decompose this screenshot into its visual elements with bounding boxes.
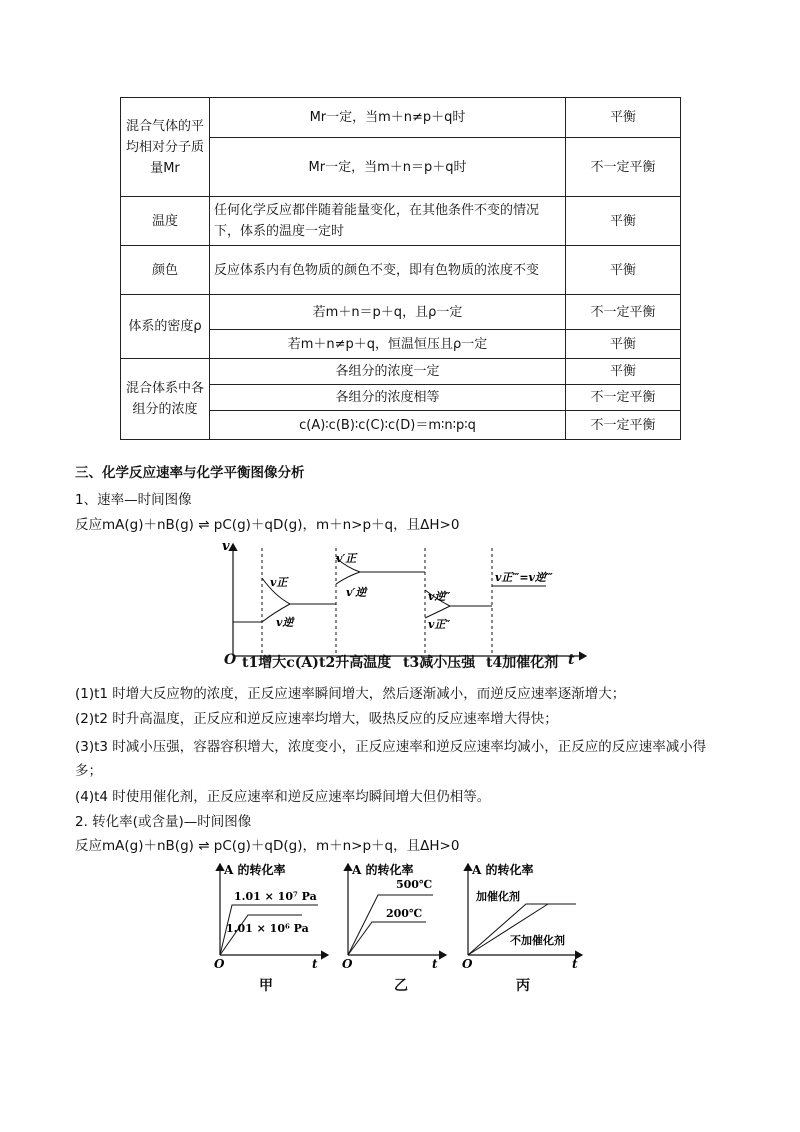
table-cell-condition: Mr一定，当m＋n＝p＋q时 (210, 138, 566, 197)
table-cell-result: 不一定平衡 (566, 295, 681, 330)
v-forward-label-2: v′正 (336, 552, 357, 565)
v-reverse-label-3: v逆″ (428, 590, 451, 603)
origin-label: O (462, 957, 473, 971)
table-cell-property: 体系的密度ρ (121, 295, 210, 359)
equilibrium-criteria-table (120, 97, 681, 440)
y-axis-label: v (222, 539, 230, 554)
table-cell-result: 不一定平衡 (566, 138, 681, 197)
v-forward-label-3: v正″ (428, 618, 451, 631)
origin-label: O (342, 957, 353, 971)
x-axis-label: t (568, 652, 575, 668)
curve-low-label: 1.01 × 10⁶ Pa (226, 922, 309, 935)
conversion-graph-bing (458, 860, 588, 975)
curve-high-label: 500℃ (396, 878, 433, 891)
reaction-equation-2: 反应mA(g)＋nB(g) ⇌ pC(g)＋qD(g)，m＋n>p＋q，且ΔH>0 (75, 838, 460, 854)
table-cell-result: 平衡 (566, 359, 681, 385)
origin-label: O (224, 652, 237, 668)
v-reverse-curve-2 (336, 572, 360, 584)
table-cell-property: 混合体系中各组分的浓度 (121, 359, 210, 440)
table-cell-result: 平衡 (566, 197, 681, 246)
curve-low-label: 不加催化剂 (510, 934, 565, 947)
v-forward-curve-3 (425, 606, 450, 618)
origin-label: O (214, 957, 225, 971)
v-reverse-label-2: v′逆 (346, 586, 367, 599)
curve-high-label: 1.01 × 10⁷ Pa (234, 890, 317, 903)
table-cell-condition: Mr一定，当m＋n≠p＋q时 (210, 98, 566, 138)
table-cell-condition: 若m＋n≠p＋q，恒温恒压且ρ一定 (210, 330, 566, 359)
y-axis-label: A 的转化率 (352, 863, 414, 877)
t4-label: t4加催化剂 (486, 655, 559, 671)
curve-high-label: 加催化剂 (476, 890, 520, 903)
v-forward-label-1: v正 (270, 576, 288, 589)
t3-label: t3减小压强 (403, 655, 476, 671)
conversion-graph-yi (338, 860, 453, 975)
explanation-2: (2)t2 时升高温度，正反应和逆反应速率均增大，吸热反应的反应速率增大得快； (75, 711, 558, 727)
table-cell-result: 不一定平衡 (566, 385, 681, 411)
curve-low-label: 200℃ (386, 907, 423, 920)
section-heading: 三、化学反应速率与化学平衡图像分析 (75, 465, 305, 481)
table-cell-condition: 若m＋n＝p＋q，且ρ一定 (210, 295, 566, 330)
table-cell-condition: 任何化学反应都伴随着能量变化，在其他条件不变的情况下，体系的温度一定时 (210, 197, 566, 246)
table-cell-property: 混合气体的平均相对分子质量Mr (121, 98, 210, 197)
table-cell-result: 平衡 (566, 98, 681, 138)
curve-500c (348, 895, 433, 955)
conversion-graph-jia (210, 860, 335, 975)
curve-without-catalyst (468, 904, 548, 955)
y-axis-label: A 的转化率 (472, 863, 534, 877)
explanation-1: (1)t1 时增大反应物的浓度，正反应速率瞬间增大，然后逐渐减小，而逆反应速率逐渐增大； (75, 686, 626, 702)
x-axis-label: t (432, 957, 438, 971)
caption-yi: 乙 (394, 978, 408, 994)
table-cell-result: 不一定平衡 (566, 411, 681, 440)
caption-bing: 丙 (516, 978, 530, 994)
table-cell-condition: 各组分的浓度相等 (210, 385, 566, 411)
reaction-equation: 反应mA(g)＋nB(g) ⇌ pC(g)＋qD(g)，m＋n>p＋q，且ΔH>0 (75, 517, 460, 533)
table-cell-condition: 各组分的浓度一定 (210, 359, 566, 385)
x-axis-label: t (572, 957, 578, 971)
x-axis-label: t (312, 957, 318, 971)
table-cell-condition: c(A)∶c(B)∶c(C)∶c(D)＝m∶n∶p∶q (210, 411, 566, 440)
subsection-title: 1、速率—时间图像 (75, 492, 192, 508)
explanation-4: (4)t4 时使用催化剂，正反应速率和逆反应速率均瞬间增大但仍相等。 (75, 789, 491, 805)
t2-label: t2升高温度 (319, 655, 392, 671)
curve-200c (348, 922, 426, 955)
rate-graph-axis-labels (224, 652, 594, 676)
y-axis-label: A 的转化率 (224, 863, 286, 877)
table-cell-property: 温度 (121, 197, 210, 246)
table-cell-result: 平衡 (566, 246, 681, 295)
subsection-title-2: 2. 转化率(或含量)—时间图像 (75, 814, 252, 830)
explanation-3: (3)t3 时减小压强，容器容积增大，浓度变小，正反应速率和逆反应速率均减小，正反应的反应速率减小得多； (75, 739, 707, 779)
curve-with-catalyst (468, 904, 576, 955)
v-reverse-label-1: v逆 (276, 616, 294, 629)
t1-label: t1增大c(A) (242, 655, 319, 671)
table-cell-condition: 反应体系内有色物质的颜色不变，即有色物质的浓度不变 (210, 246, 566, 295)
curve-low-pressure (220, 915, 302, 955)
caption-jia: 甲 (259, 978, 273, 994)
table-cell-property: 颜色 (121, 246, 210, 295)
table-cell-result: 平衡 (566, 330, 681, 359)
v-equal-label-4: v正‴=v逆‴ (495, 571, 553, 584)
